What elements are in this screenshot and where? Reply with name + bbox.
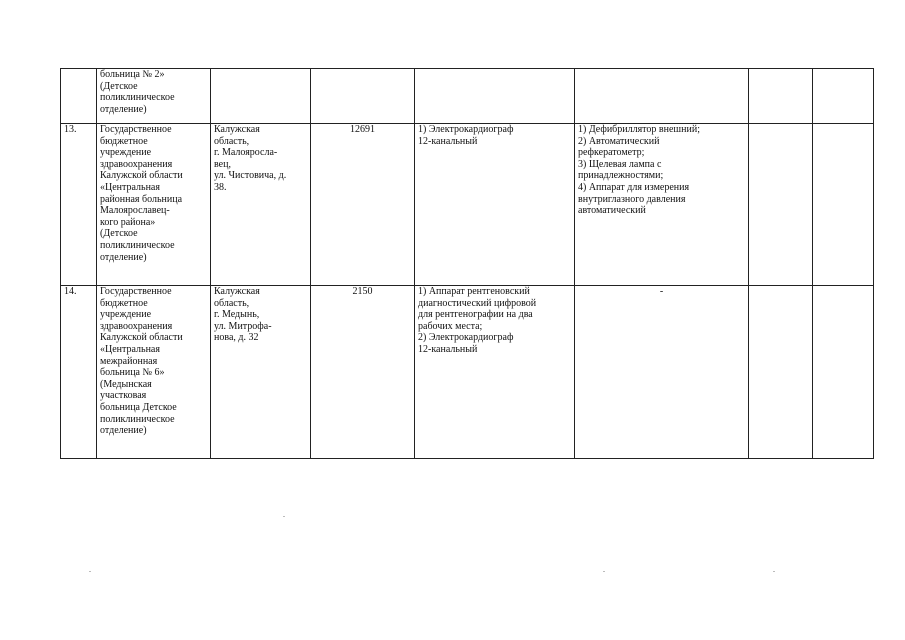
empty-cell (749, 286, 813, 459)
empty-cell (813, 286, 874, 459)
scan-speck (773, 571, 775, 572)
equipment-list-cell: 1) Аппарат рентгеновский диагностический цифровой для рентгенографии на два рабочих места; 2) Электрокардиограф 12-канальный (415, 286, 575, 459)
equipment-list-cell (415, 69, 575, 124)
additional-equipment-cell (575, 69, 749, 124)
table-row (61, 124, 874, 286)
table-row (61, 286, 874, 459)
empty-cell (749, 69, 813, 124)
empty-cell (749, 124, 813, 286)
population-cell: 2150 (311, 286, 415, 459)
address-cell (211, 69, 311, 124)
empty-cell (813, 69, 874, 124)
table-row (61, 69, 874, 124)
population-cell (311, 69, 415, 124)
population-cell: 12691 (311, 124, 415, 286)
equipment-table (60, 68, 874, 459)
row-number-cell: 14. (61, 286, 97, 459)
equipment-list-cell: 1) Электрокардиограф 12-канальный (415, 124, 575, 286)
institution-name-cell: Государственное бюджетное учреждение здравоохранения Калужской области «Центральная межрайонная больница № 6» (Медынская участковая больница Детское поликлиническое отделение) (97, 286, 211, 459)
row-number-cell: 13. (61, 124, 97, 286)
scan-speck (89, 571, 91, 572)
address-cell: Калужская область, г. Медынь, ул. Митрофа- нова, д. 32 (211, 286, 311, 459)
empty-cell (813, 124, 874, 286)
institution-name-cell: больница № 2» (Детское поликлиническое отделение) (97, 69, 211, 124)
address-cell: Калужская область, г. Малояросла- вец, ул. Чистовича, д. 38. (211, 124, 311, 286)
institution-name-cell: Государственное бюджетное учреждение здравоохранения Калужской области «Центральная районная больница Малоярославец- кого района» (Детское поликлиническое отделение) (97, 124, 211, 286)
additional-equipment-cell: - (575, 286, 749, 459)
scan-speck (603, 571, 605, 572)
scan-speck (283, 516, 285, 517)
row-number-cell (61, 69, 97, 124)
additional-equipment-cell: 1) Дефибриллятор внешний; 2) Автоматический рефкератометр; 3) Щелевая лампа с принадлежностями; 4) Аппарат для измерения внутриглазного давления автоматический (575, 124, 749, 286)
